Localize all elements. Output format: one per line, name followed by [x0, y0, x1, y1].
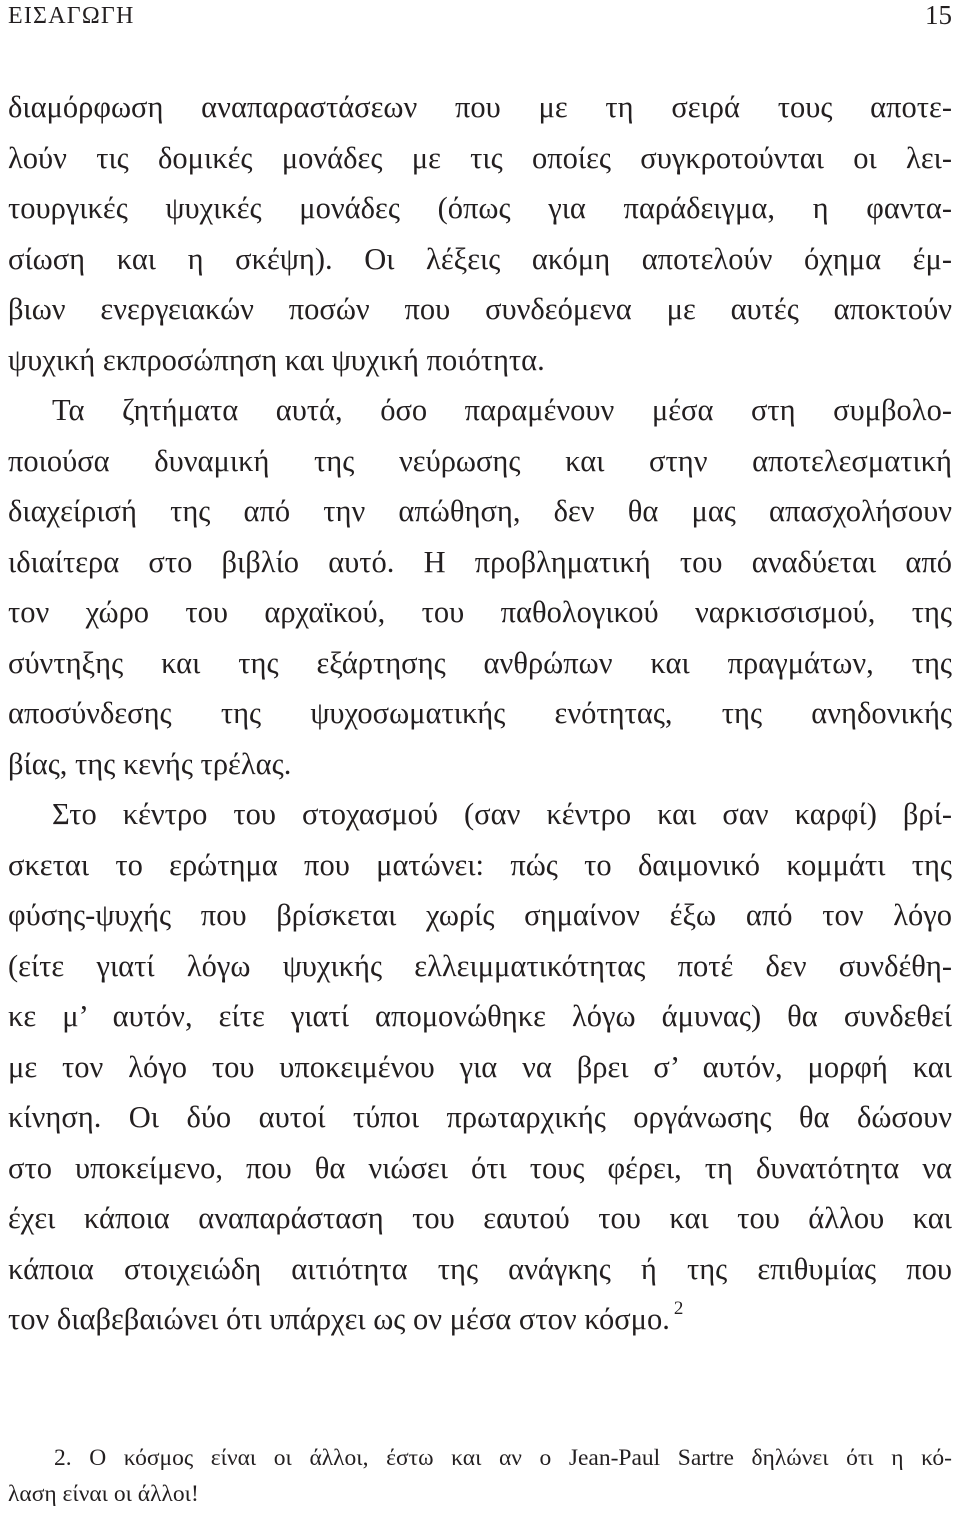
running-head-title: ΕΙΣΑΓΩΓΗ — [8, 3, 135, 29]
body-text — [8, 82, 952, 1345]
text-line: διαμόρφωση αναπαραστάσεων που με τη σειρά τους αποτε- — [8, 90, 952, 124]
paragraph-first-line: Τα ζητήματα αυτά, όσο παραμένουν μέσα στη συμβολο- — [52, 393, 952, 427]
paragraph-first-line: Στο κέντρο του στοχασμού (σαν κέντρο και σαν καρφί) βρί- — [52, 797, 952, 831]
text-line: κάποια στοιχειώδη αιτιότητα της ανάγκης ή της επιθυμίας που — [8, 1251, 952, 1286]
text-line: ψυχική εκπροσώπηση και ψυχική ποιότητα. — [8, 342, 545, 377]
text-line: σύντηξης και της εξάρτησης ανθρώπων και πραγμάτων, της — [8, 645, 952, 680]
text-line-content: τον διαβεβαιώνει ότι υπάρχει ως ον μέσα στον κόσμο. — [8, 1302, 670, 1336]
text-line: αποσύνδεσης της ψυχοσωματικής ενότητας, της ανηδονικής — [8, 696, 952, 730]
text-line: βιων ενεργειακών ποσών που συνδεόμενα με αυτές αποκτούν — [8, 292, 952, 326]
text-line: κίνηση. Οι δύο αυτοί τύποι πρωταρχικής οργάνωσης θα δώσουν — [8, 1100, 952, 1134]
text-line: διαχείρισή της από την απώθηση, δεν θα μας απασχολήσουν — [8, 494, 952, 528]
text-line: με τον λόγο του υποκειμένου για να βρει σ’ αυτόν, μορφή και — [8, 1049, 952, 1084]
text-line: ποιούσα δυναμική της νεύρωσης και στην αποτελεσματική — [8, 443, 952, 478]
text-line: φύσης-ψυχής που βρίσκεται χωρίς σημαίνον έξω από τον λόγο — [8, 898, 952, 932]
footnote-reference[interactable]: 2 — [673, 1298, 684, 1319]
footnote-line: λαση είναι οι άλλοι! — [8, 1481, 199, 1507]
text-line: ιδιαίτερα στο βιβλίο αυτό. Η προβληματική του αναδύεται από — [8, 544, 952, 579]
text-line: λούν τις δομικές μονάδες με τις οποίες συγκροτούνται οι λει- — [8, 140, 952, 175]
text-line: τον χώρο του αρχαϊκού, του παθολογικού ναρκισσισμού, της — [8, 595, 952, 629]
page-number: 15 — [925, 0, 952, 30]
text-line: στο υποκείμενο, που θα νιώσει ότι τους φέρει, τη δυνατότητα να — [8, 1150, 952, 1185]
text-line: (είτε γιατί λόγω ψυχικής ελλειμματικότητας ποτέ δεν συνδέθη- — [8, 948, 952, 983]
text-line: τουργικές ψυχικές μονάδες (όπως για παράδειγμα, η φαντα- — [8, 191, 952, 225]
running-head — [8, 0, 952, 32]
text-line: βίας, της κενής τρέλας. — [8, 746, 292, 781]
text-line: σκεται το ερώτημα που ματώνει: πώς το δαιμονικό κομμάτι της — [8, 847, 952, 882]
text-line: κε μ’ αυτόν, είτε γιατί απομονώθηκε λόγω άμυνας) θα συνδεθεί — [8, 999, 952, 1033]
footnote-line: 2. Ο κόσμος είναι οι άλλοι, έστω και αν ο Jean-Paul Sartre δηλώνει ότι η κό- — [54, 1445, 952, 1471]
text-line: έχει κάποια αναπαράσταση του εαυτού του και του άλλου και — [8, 1201, 952, 1235]
footnotes — [8, 1440, 952, 1512]
text-line: σίωση και η σκέψη). Οι λέξεις ακόμη αποτελούν όχημα έμ- — [8, 241, 952, 276]
text-line-last — [8, 1294, 952, 1345]
